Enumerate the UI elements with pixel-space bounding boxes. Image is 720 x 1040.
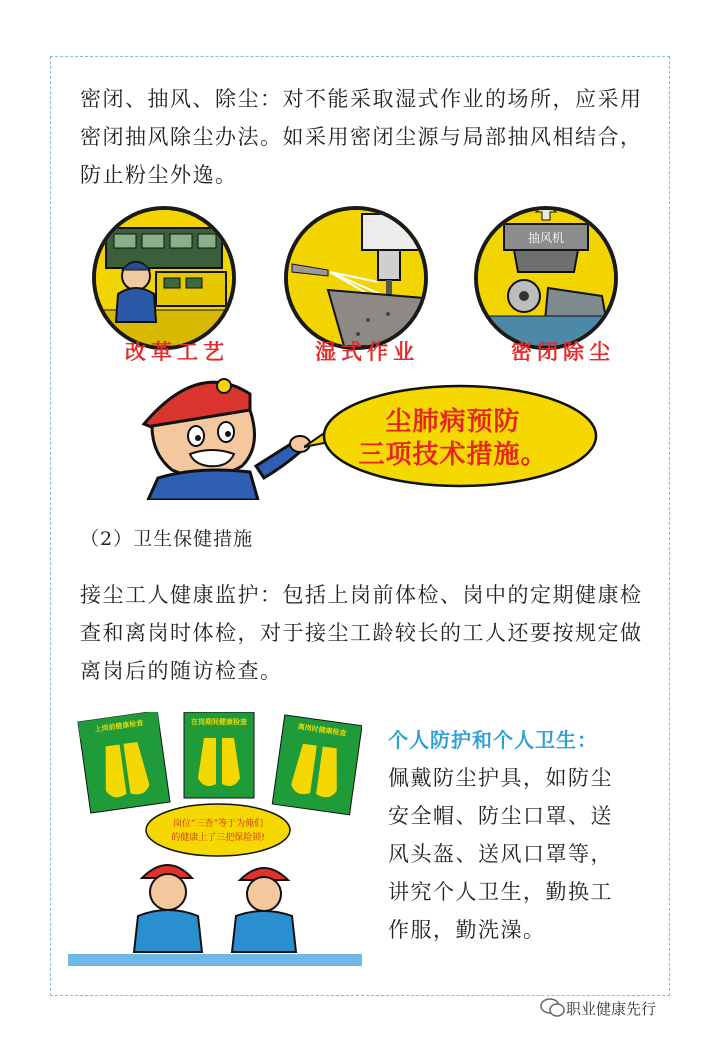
card-label-pre-job: 上岗前健康检查 [94,718,144,734]
protection-line: 风头盔、送风口罩等， [388,842,613,866]
illustration-wet-operation [284,206,428,350]
bubble-line-2: 三项技术措施。 [358,440,548,470]
wechat-icon [540,998,566,1018]
protection-title: 个人防护和个人卫生： [388,728,598,752]
health-check-illustration [68,712,362,974]
illustration-process-reform [92,206,236,350]
workers-bubble-line-2: 的健康上了三把保险锁! [171,833,265,843]
watermark: 职业健康先行 [566,1000,657,1018]
protection-line: 作服，勤洗澡。 [388,918,546,942]
protection-line: 佩戴防尘护具，如防尘 [388,766,613,790]
card-label-on-job: 在岗期间健康检查 [191,718,247,726]
monitoring-paragraph: 接尘工人健康监护：包括上岗前体检、岗中的定期健康检查和离岗时体检，对于接尘工龄较长的工人还要按规定做离岗后的随访检查。 [80,583,643,683]
cartoon-worker [138,366,314,500]
caption-process-reform: 改革工艺 [125,340,229,364]
workers-bubble-line-1: 岗位“三查”等于为俺们 [172,819,264,829]
section-heading: （2）卫生保健措施 [80,528,254,550]
fan-label: 抽风机 [527,231,565,245]
illustration-sealed-dust-removal [474,206,618,350]
protection-line: 安全帽、防尘口罩、送 [388,804,613,828]
card-label-leaving-job: 离岗时健康检查 [297,722,347,738]
intro-paragraph: 密闭、抽风、除尘：对不能采取湿式作业的场所，应采用密闭抽风除尘办法。如采用密闭尘源与局部抽风相结合，防止粉尘外逸。 [80,87,643,187]
protection-line: 讲究个人卫生，勤换工 [388,880,613,904]
caption-wet-operation: 湿式作业 [315,340,419,364]
caption-sealed-dust-removal: 密闭除尘 [511,340,615,364]
bubble-line-1: 尘肺病预防 [385,407,521,437]
